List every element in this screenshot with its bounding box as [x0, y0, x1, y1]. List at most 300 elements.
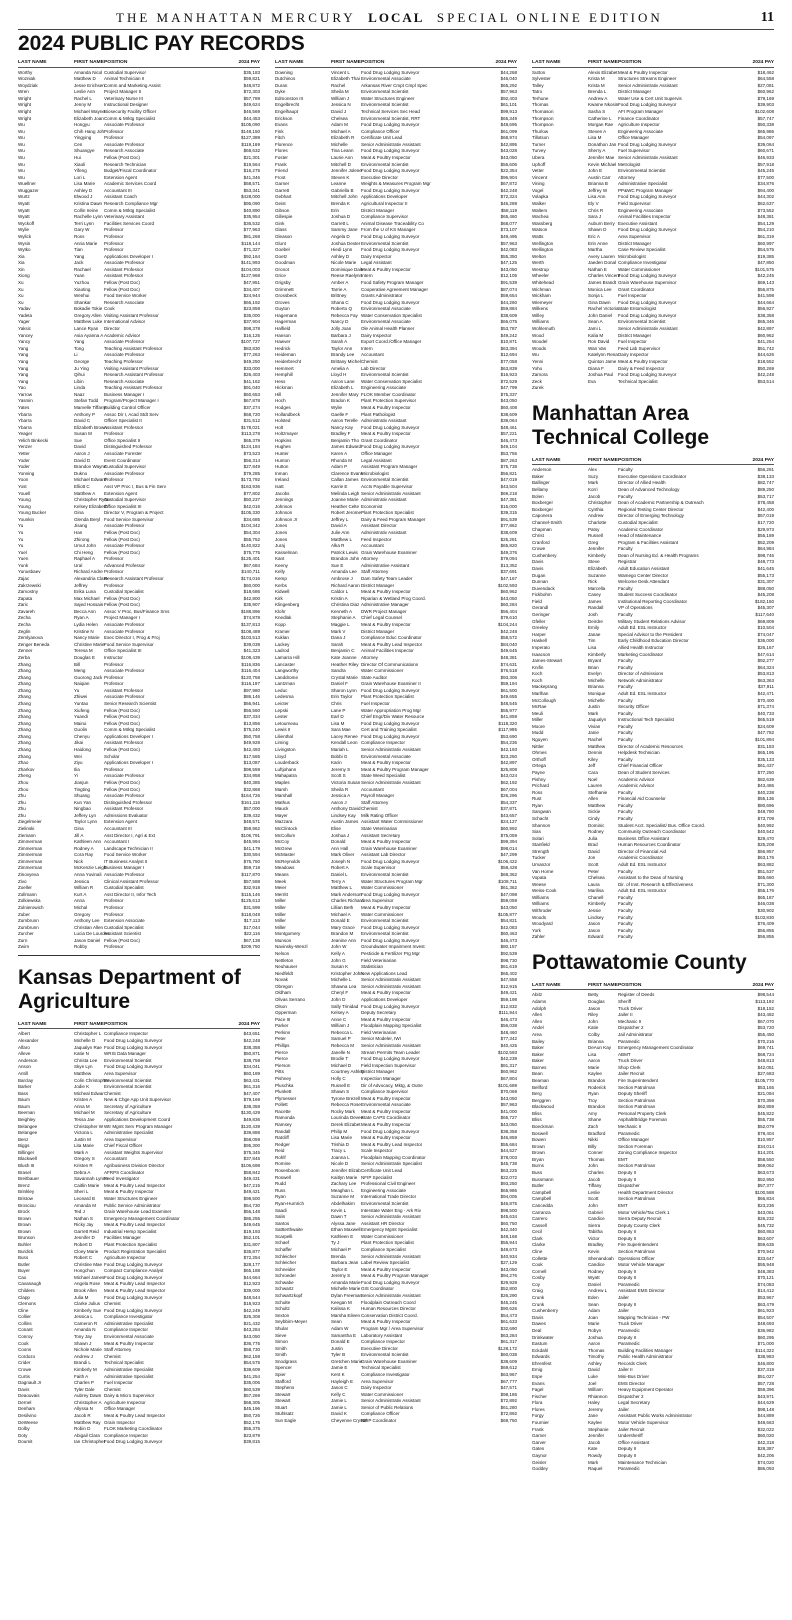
position: Food Service Worker — [104, 293, 147, 299]
first-name: Ted J — [74, 1209, 85, 1215]
last-name: McCoy — [275, 839, 290, 845]
last-name: Goodman — [275, 260, 295, 266]
table-row — [18, 1064, 260, 1071]
table-row — [275, 392, 517, 399]
position: WRIS Data Manager — [104, 1051, 146, 1057]
position: Project Manager II — [104, 89, 142, 95]
first-name: Amanda N — [74, 1327, 96, 1333]
first-name: David J — [331, 108, 347, 114]
pay: $74,020 — [757, 1459, 774, 1465]
table-row — [532, 1150, 774, 1157]
table-row — [18, 148, 260, 155]
table-row — [18, 1360, 260, 1367]
position: Environmental Scientist — [361, 1200, 409, 1206]
last-name: Watson — [532, 227, 548, 233]
last-name: Garner — [275, 181, 290, 187]
last-name: Pollett — [275, 1102, 288, 1108]
first-name: Stephanie A — [331, 615, 356, 621]
pay: $21,432 — [243, 1320, 260, 1326]
pay: $19,193 — [243, 1228, 260, 1234]
first-name: Elizabeth — [588, 566, 607, 571]
table-row — [275, 925, 517, 932]
position: Faculty — [618, 684, 633, 690]
first-name: Jessica — [74, 878, 90, 884]
table-row — [275, 865, 517, 872]
position: Business Manager I — [104, 865, 145, 871]
position: Professor — [104, 569, 124, 575]
position: Officer Specialist II — [104, 418, 142, 424]
table-row — [275, 964, 517, 971]
pay: $113,278 — [241, 431, 260, 437]
pay: $42,248 — [500, 628, 517, 634]
table-row — [18, 885, 260, 892]
pay: $41,645 — [757, 566, 774, 571]
pay: $60,671 — [757, 148, 774, 154]
position: Assistant Coach — [104, 194, 137, 200]
position: Asst Director I, Agri & Ext — [104, 832, 156, 838]
position: Deputy II — [618, 1235, 637, 1241]
table-row — [532, 658, 774, 665]
table-row — [532, 527, 774, 534]
position: NFIP Coordinator — [361, 1418, 397, 1424]
first-name: Xiaoting — [74, 286, 91, 292]
pay: $118,320 — [498, 720, 517, 726]
first-name: Bryant — [588, 658, 602, 664]
position: District Manager — [361, 1069, 395, 1075]
table-row — [18, 596, 260, 603]
position: Fellow (Post Doc) — [104, 529, 140, 535]
pay: $54,507 — [757, 1314, 774, 1320]
last-name: Zimmerman — [18, 845, 43, 851]
last-name: Zhang — [18, 707, 31, 713]
pay: $115,146 — [241, 891, 260, 897]
last-name: Weese — [532, 881, 547, 887]
position: Security Officer — [618, 704, 649, 710]
pay: $64,984 — [757, 546, 774, 552]
first-name: David — [588, 848, 600, 854]
last-name: Tillotson — [532, 135, 549, 141]
position: Associate Professor — [104, 470, 145, 476]
first-name: Yang — [74, 253, 85, 259]
pay: $35,133 — [757, 756, 774, 762]
last-name: Burns — [532, 1163, 544, 1169]
pay: $72,892 — [500, 1411, 517, 1417]
position: Accountant III — [104, 825, 132, 831]
last-name: Salin — [275, 1214, 286, 1220]
pay: $47,614 — [757, 651, 774, 657]
last-name: Terhune — [532, 95, 549, 101]
position: Plant Protection Specialist — [361, 1240, 414, 1246]
position: Compliance Investigator — [361, 1371, 410, 1377]
table-row — [532, 599, 774, 606]
table-row — [18, 109, 260, 116]
last-name: Denham — [18, 1406, 36, 1412]
pay: $78,003 — [500, 1154, 517, 1160]
pay: $71,327 — [243, 247, 260, 253]
last-name: Reid — [275, 1148, 285, 1154]
first-name: Alexandria Clare — [74, 576, 108, 582]
position: Food Drug Lodging Surveyor — [104, 1439, 163, 1445]
table-row — [18, 181, 260, 188]
table-row — [18, 313, 260, 320]
pay: $61,317 — [500, 1339, 517, 1345]
first-name: Josh — [588, 612, 598, 618]
pay: $119,169 — [241, 141, 260, 147]
position: Faculty — [618, 467, 633, 473]
pay: $47,381 — [500, 497, 517, 503]
last-name: Wickham — [532, 293, 551, 299]
table-row — [532, 698, 774, 705]
last-name: Schleicher — [275, 1253, 297, 1259]
first-name: Kate Joanne — [331, 654, 357, 660]
position: Microbiologist — [361, 470, 389, 476]
first-name: Chanell — [588, 894, 604, 900]
pay: $75,240 — [243, 727, 260, 733]
last-name: Letourneau — [275, 720, 299, 726]
last-name: Parker — [275, 1023, 289, 1029]
position: Research Compliance Mgr — [104, 201, 158, 207]
pay: $50,338 — [757, 122, 774, 128]
first-name: Jesse Erichsen — [74, 82, 105, 88]
pay: $99,913 — [500, 108, 517, 114]
table-row — [275, 846, 517, 853]
position: Faculty — [618, 737, 633, 743]
last-name: Greeley — [532, 625, 548, 631]
first-name: Matthew D — [74, 76, 96, 82]
last-name: Beeman — [18, 1110, 35, 1116]
pay: $67,872 — [500, 181, 517, 187]
first-name: Justin — [588, 704, 600, 710]
last-name: Wood — [532, 332, 544, 338]
first-name: Wenhui — [74, 293, 90, 299]
last-name: Baum — [18, 1103, 30, 1109]
position: Professor — [104, 135, 124, 141]
position: Water Conservation Specialist — [361, 378, 422, 384]
first-name: Nancy D — [331, 319, 349, 325]
position: Jailer — [618, 1295, 629, 1301]
first-name: Jason C — [331, 1385, 348, 1391]
table-row — [18, 1406, 260, 1413]
first-name: Betty — [588, 992, 599, 998]
position: Compliance Supervisor — [361, 214, 409, 220]
position: Custodial Specialist — [104, 589, 144, 595]
first-name: Katie — [588, 1025, 599, 1031]
first-name: Gina Dawn — [588, 299, 611, 305]
position: Environmental Scientist — [361, 240, 409, 246]
table-row — [275, 813, 517, 820]
first-name: Jennifer Jolene — [331, 168, 362, 174]
table-row — [18, 1249, 260, 1256]
first-name: Max Michael — [74, 595, 100, 601]
last-name: Cassell — [532, 1222, 547, 1228]
first-name: Clarke Julius — [74, 1301, 101, 1307]
first-name: Dawn T — [331, 1214, 347, 1220]
pay: $21,301 — [243, 155, 260, 161]
pay: $62,159 — [243, 1353, 260, 1359]
pay: $60,295 — [757, 1334, 774, 1340]
first-name: Jami L — [588, 326, 602, 332]
position: Associate Professor — [104, 668, 145, 674]
pay: $54,236 — [500, 740, 517, 746]
table-row — [532, 287, 774, 294]
position: New & Chge App Unit Supervisor — [104, 1097, 171, 1103]
position: Director of Emerging Technology — [618, 513, 684, 519]
position: Assistant Scientist — [104, 931, 141, 937]
last-name: Zamora — [532, 372, 548, 378]
position: Faculty — [618, 612, 633, 618]
table-row — [18, 563, 260, 570]
pay: $56,606 — [500, 161, 517, 167]
table-row — [275, 1076, 517, 1083]
last-name: Erickson — [275, 115, 293, 121]
last-name: Geisler — [532, 1459, 547, 1465]
table-row — [532, 717, 774, 724]
table-row — [275, 306, 517, 313]
table-row — [18, 1058, 260, 1065]
first-name: Matthew — [74, 1070, 92, 1076]
pay: $92,403 — [500, 95, 517, 101]
position: Meat & Poultry Lead Inspector — [104, 1413, 166, 1418]
last-name: Rohlf — [275, 1154, 286, 1160]
position: Legal Assistant — [361, 457, 392, 463]
last-name: Stewart — [275, 1398, 291, 1404]
table-row — [275, 313, 517, 320]
position: Faculty — [618, 901, 633, 907]
first-name: Julie Ann — [331, 529, 350, 535]
first-name: Erin Anne — [588, 240, 608, 246]
table-row — [532, 1163, 774, 1170]
last-name: Vining — [532, 181, 545, 187]
first-name: Marcella — [588, 585, 606, 591]
first-name: Jane — [588, 1413, 598, 1419]
first-name: Suzanne — [588, 572, 606, 578]
pay: $22,116 — [243, 931, 260, 937]
table-row — [275, 221, 517, 228]
last-name: Wuggazer — [18, 187, 39, 193]
first-name: Li — [74, 352, 78, 358]
last-name: Frank — [532, 1426, 544, 1432]
pay: $116,836 — [241, 661, 260, 667]
pay: $91,040 — [243, 385, 260, 391]
table-row — [18, 1104, 260, 1111]
last-name: Gates — [532, 1446, 545, 1452]
first-name: Michelle — [588, 697, 605, 703]
potta-rows — [532, 992, 774, 1472]
table-row — [18, 471, 260, 478]
table-row — [275, 944, 517, 951]
last-name: Bliss — [532, 1117, 542, 1123]
position: Professor — [104, 247, 124, 253]
last-name: Gleason — [275, 233, 292, 239]
pay: $43,050 — [500, 266, 517, 272]
pay: $38,609 — [500, 1358, 517, 1364]
position: Deputy Secretary — [361, 1010, 397, 1016]
pay: $12,105 — [500, 273, 517, 279]
first-name: Elliott C — [74, 483, 90, 489]
table-row — [275, 1089, 517, 1096]
position: Instructor — [104, 654, 123, 660]
pay: $60,962 — [757, 89, 774, 95]
first-name: Christina Diaz — [331, 602, 360, 608]
table-row — [18, 1308, 260, 1315]
table-row — [532, 901, 774, 908]
last-name: Cook — [18, 1340, 29, 1346]
table-row — [275, 1306, 517, 1313]
pay: $60,962 — [500, 589, 517, 595]
pay: $34,014 — [757, 1143, 774, 1149]
pay: $72,303 — [243, 89, 260, 95]
position: Helpdesk Technician — [618, 750, 660, 756]
position: Environmental Associate — [361, 306, 411, 312]
pay: $178,021 — [241, 424, 260, 430]
first-name: Brandon — [588, 1104, 606, 1110]
pay: $14,201 — [757, 1150, 774, 1156]
pay: $73,523 — [243, 451, 260, 457]
last-name: Goebel — [275, 247, 290, 253]
first-name: Eden — [588, 1295, 599, 1301]
pay: $74,631 — [500, 661, 517, 667]
position: Ole Animal Health Planner — [361, 326, 415, 332]
pay: $117,995 — [498, 727, 517, 733]
pay: $42,248 — [757, 372, 774, 378]
position: Lab Director — [361, 365, 386, 371]
first-name: Sierra — [588, 1222, 601, 1228]
position: Faculty — [618, 894, 633, 900]
last-name: Brown — [18, 1222, 31, 1228]
position: Special Advisor to the President — [618, 631, 683, 637]
pay: $13,087 — [243, 760, 260, 766]
first-name: Sheila R — [331, 786, 349, 792]
last-name: Williams — [532, 901, 549, 907]
last-name: Simon — [275, 1339, 288, 1345]
last-name: Adolph — [532, 1005, 547, 1011]
table-row — [18, 1400, 260, 1407]
first-name: Rick — [588, 579, 597, 585]
position: Jailer Recruit — [618, 1071, 645, 1077]
kda-rows-continued — [275, 70, 517, 1425]
table-row — [275, 1339, 517, 1346]
position: Paramedic — [618, 1341, 640, 1347]
position: Academic Advisor — [618, 776, 655, 782]
first-name: Tyler Dale — [74, 1386, 95, 1392]
first-name: Patrick Lewis — [331, 549, 358, 555]
position: Fellow (Post Doc) — [104, 714, 140, 720]
table-row — [275, 892, 517, 899]
position: Office Manager — [618, 135, 650, 141]
last-name: Schleicher — [275, 1260, 297, 1266]
first-name: John Daniel — [588, 312, 613, 318]
pay: $42,245 — [757, 273, 774, 279]
first-name: Donald E — [331, 1339, 350, 1345]
pay: $57,789 — [243, 95, 260, 101]
position: Section Patrolman — [618, 1249, 656, 1254]
pay: $164,726 — [241, 793, 260, 799]
first-name: Susan K — [331, 964, 349, 970]
table-row — [18, 1387, 260, 1394]
table-row — [18, 188, 260, 195]
position: Faculty — [618, 921, 633, 927]
table-row — [532, 605, 774, 612]
first-name: Alexis Elizabet — [588, 69, 618, 75]
pay: $46,473 — [500, 937, 517, 943]
last-name: Zhang — [18, 668, 31, 674]
last-name: Ross — [532, 789, 543, 795]
position: Certificate Unit Lead — [361, 1168, 403, 1174]
last-name: Nittler — [532, 743, 544, 749]
first-name: Qihui — [74, 372, 85, 378]
pay: $94,400 — [757, 187, 774, 193]
last-name: Yenzer — [18, 444, 32, 450]
pay: $10,957 — [757, 1137, 774, 1143]
last-name: Flores — [532, 1406, 545, 1412]
table-row — [532, 1374, 774, 1381]
last-name: Rosenboom — [275, 1168, 300, 1174]
position: Meat & Poultry Lead Inspector — [104, 1281, 166, 1287]
position: Chemist — [104, 1301, 121, 1307]
table-row — [18, 1426, 260, 1433]
position: Chief Legal Counsel — [361, 615, 402, 621]
position: Public Health Administrator — [618, 1354, 673, 1360]
position: Mapping Technician - PW — [618, 1314, 670, 1320]
table-row — [275, 129, 517, 136]
first-name: Douglas E — [74, 654, 95, 660]
pay: $125,613 — [241, 898, 260, 904]
table-row — [18, 1110, 260, 1117]
table-row — [275, 326, 517, 333]
position: Environmental Scientist — [361, 1352, 409, 1358]
pay: $55,684 — [500, 1141, 517, 1147]
first-name: Collin Ireine — [74, 207, 99, 213]
position: Paramedic — [618, 1466, 640, 1472]
first-name: Brenda L — [588, 89, 607, 95]
last-name: Goddey — [532, 1466, 548, 1472]
pay: $72,254 — [243, 1255, 260, 1261]
table-row — [275, 425, 517, 432]
pay: $105,330 — [241, 510, 260, 516]
table-row — [18, 405, 260, 412]
table-row — [275, 1221, 517, 1228]
position: Fire Superintendent — [618, 1077, 658, 1083]
first-name: Evelyn — [588, 671, 602, 677]
first-name: Anne C — [331, 1016, 347, 1022]
table-row — [18, 333, 260, 340]
first-name: Jolly Joan — [331, 326, 352, 332]
table-row — [532, 546, 774, 553]
last-name: Wellington — [532, 240, 554, 246]
first-name: Roberto Q — [331, 306, 352, 312]
first-name: Sue E — [331, 562, 344, 568]
position: Human Resources Coordinator — [618, 842, 681, 848]
table-row — [275, 898, 517, 905]
pay: $40,890 — [243, 207, 260, 213]
first-name: Kimberly — [588, 901, 606, 907]
pay: $60,997 — [757, 240, 774, 246]
first-name: Yuandi — [74, 714, 88, 720]
pay: $130,429 — [241, 1110, 260, 1116]
last-name: Dawes — [532, 1321, 546, 1327]
last-name: Pitts — [275, 1069, 284, 1075]
last-name: Talley — [532, 82, 544, 88]
position: Statistician — [361, 964, 383, 970]
pay: $42,248 — [500, 187, 517, 193]
position: Water Commissioner — [361, 911, 404, 917]
table-row — [275, 352, 517, 359]
position: Jailer Recruit — [618, 1426, 645, 1432]
table-row — [18, 1078, 260, 1085]
position: Environmental Scientist — [361, 161, 409, 167]
table-row — [532, 500, 774, 507]
table-row — [18, 859, 260, 866]
